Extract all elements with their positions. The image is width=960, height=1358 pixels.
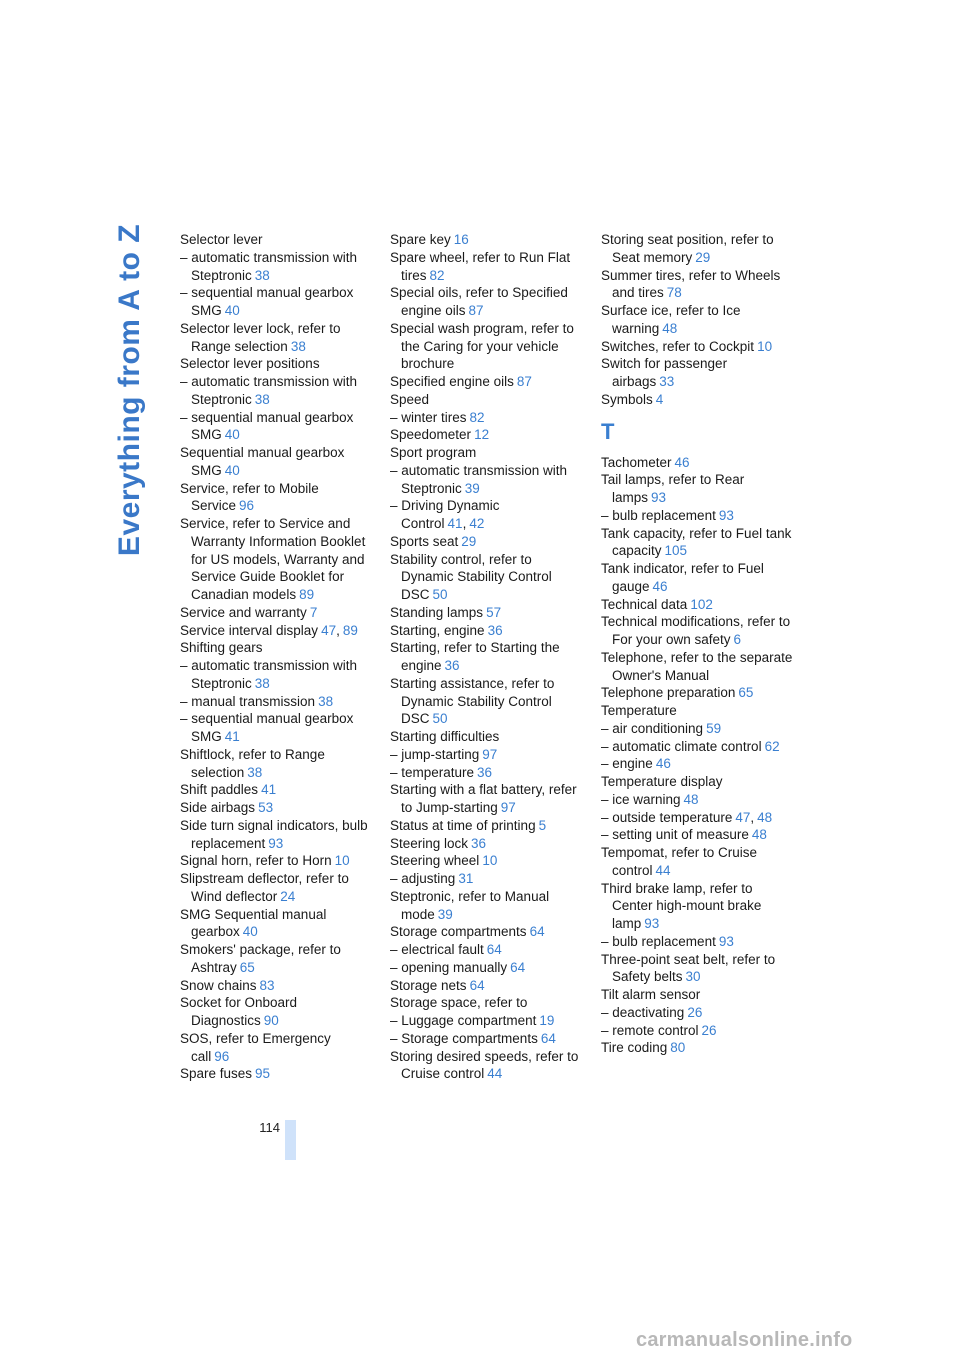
index-entry-term: – remote control <box>601 1022 699 1038</box>
index-entry: – Driving Dynamic Control 41, 42 <box>390 498 500 531</box>
page-reference-link[interactable]: 105 <box>664 543 688 559</box>
index-entry <box>601 355 793 391</box>
index-entry-term: Service, refer to Mobile Service <box>180 480 319 514</box>
index-entry-term: – air conditioning <box>601 720 704 736</box>
index-entry-term: – automatic climate control <box>601 738 762 754</box>
index-entry-term: Selector lever lock, refer to Range selection <box>180 320 341 354</box>
index-entry-term: Spare fuses <box>180 1066 253 1082</box>
index-entry <box>601 933 793 951</box>
index-entry <box>390 320 582 373</box>
index-entry <box>390 835 582 853</box>
index-entry-term: Starting difficulties <box>390 729 500 744</box>
index-entry <box>390 373 582 391</box>
page-reference-link[interactable]: 39 <box>437 906 453 922</box>
watermark: carmanualsonline.info <box>636 1329 853 1351</box>
index-entry-term: Storage nets <box>390 977 467 993</box>
index-entry-term: Shifting gears <box>180 640 263 656</box>
page-reference-link[interactable]: 87 <box>516 374 532 389</box>
index-entry <box>601 755 793 773</box>
page-reference-link[interactable]: 24 <box>280 888 296 904</box>
index-entry-term: – jump-starting <box>390 746 480 762</box>
index-entry <box>601 773 793 791</box>
index-entry-term: Symbols <box>601 391 653 407</box>
index-entry-term: – winter tires <box>390 409 467 425</box>
page-reference-link[interactable]: 48 <box>662 320 678 336</box>
index-entry <box>390 462 582 498</box>
index-entry <box>180 604 372 622</box>
page-reference-link[interactable]: 65 <box>738 685 754 701</box>
index-entry <box>180 746 372 782</box>
index-entry-term: Starting, refer to Starting the engine <box>390 640 560 673</box>
index-entry-term: Side turn signal indicators, bulb replacement <box>180 817 368 851</box>
page-reference-link[interactable]: 40 <box>242 924 258 940</box>
index-entry <box>601 738 793 756</box>
index-entry <box>390 533 582 551</box>
index-entry-term: Signal horn, refer to Horn <box>180 853 332 869</box>
page-reference-link[interactable]: 93 <box>644 916 660 931</box>
page-reference-link[interactable]: 50 <box>432 711 448 727</box>
index-entry <box>390 817 582 835</box>
index-entry-term: Switch for passenger airbags <box>601 356 728 389</box>
index-entry-term: – bulb replacement <box>601 933 716 949</box>
page-reference-link[interactable]: 64 <box>486 942 502 957</box>
index-entry <box>601 826 793 844</box>
index-entry-term: – sequential manual gearbox SMG <box>180 711 354 744</box>
index-entry-term: Slipstream deflector, refer to Wind deflector <box>180 871 349 904</box>
index-entry <box>180 1065 372 1083</box>
index-entry <box>390 764 582 782</box>
index-entry <box>601 471 793 507</box>
page-reference-link[interactable]: 78 <box>666 285 682 301</box>
index-entry-term: – opening manually <box>390 959 508 975</box>
index-entry <box>390 551 582 604</box>
index-entry-term: Sport program <box>390 445 477 460</box>
page-reference-link[interactable]: 12 <box>474 427 490 443</box>
page-reference-link[interactable]: 48 <box>757 809 773 825</box>
page-reference-link[interactable]: 97 <box>500 800 516 815</box>
page-reference-link[interactable]: 62 <box>764 738 780 754</box>
index-entry-term: – temperature <box>390 764 475 780</box>
page-reference-link[interactable]: 10 <box>482 853 498 869</box>
side-section-title-text: Everything from A to Z <box>113 223 146 557</box>
index-entry-term: Special oils, refer to Specified engine oils <box>390 285 568 318</box>
index-entry-term: – Luggage compartment <box>390 1013 537 1028</box>
index-entry <box>390 426 582 444</box>
index-entry-term: Steering wheel <box>390 853 480 869</box>
index-entry: – outside temperature 47, 48 <box>601 809 773 825</box>
index-entry <box>180 231 372 249</box>
page-reference-link[interactable]: 31 <box>458 871 474 886</box>
page-reference-link[interactable]: 33 <box>659 374 675 389</box>
index-entry-term: Status at time of printing <box>390 817 536 833</box>
index-entry <box>180 852 372 870</box>
index-entry-term: SMG Sequential manual gearbox <box>180 906 327 940</box>
index-entry <box>390 728 582 746</box>
index-entry <box>390 622 582 640</box>
index-entry-term: Storage space, refer to <box>390 995 528 1011</box>
index-entry <box>390 639 582 675</box>
index-entry <box>601 525 793 561</box>
index-entry-term: Service interval display <box>180 622 319 638</box>
index-entry <box>180 639 372 657</box>
index-entry <box>390 888 582 924</box>
index-entry <box>601 560 793 596</box>
index-entry-term: Service, refer to Service and Warranty Information Booklet for US models, Warranty and Service Guide Booklet for Canadian models <box>180 516 366 602</box>
index-entry-term: – sequential manual gearbox SMG <box>180 285 354 318</box>
index-entry-term: Storing desired speeds, refer to Cruise control <box>390 1048 579 1082</box>
page-reference-link[interactable]: 97 <box>482 746 498 762</box>
index-entry <box>180 799 372 817</box>
index-entry <box>180 249 372 285</box>
page-reference-link[interactable]: 89 <box>342 622 358 638</box>
index-entry-term: Starting, engine <box>390 622 485 638</box>
index-entry-term: Telephone preparation <box>601 685 736 701</box>
index-entry-term: – engine <box>601 756 653 772</box>
page-number-bar <box>285 1120 296 1160</box>
index-entry <box>390 1030 582 1048</box>
index-entry <box>390 231 582 249</box>
index-entry <box>601 684 793 702</box>
index-entry <box>180 1030 372 1066</box>
index-entry <box>390 604 582 622</box>
index-entry-term: Selector lever positions <box>180 356 320 372</box>
index-entry-term: – outside temperature <box>601 809 733 825</box>
index-entry-term: Third brake lamp, refer to Center high-mount brake lamp <box>601 880 762 931</box>
index-entry-term: – ice warning <box>601 791 681 807</box>
page-reference-link[interactable]: 82 <box>469 409 485 425</box>
index-entry-term: Tank indicator, refer to Fuel gauge <box>601 561 764 594</box>
page-reference-link[interactable]: 64 <box>469 977 485 993</box>
index-entry-term: Shiftlock, refer to Range selection <box>180 746 325 780</box>
page-reference-link[interactable]: 87 <box>468 303 484 318</box>
index-entry-term: – bulb replacement <box>601 507 716 523</box>
index-entry <box>180 941 372 977</box>
page-reference-link[interactable]: 93 <box>268 835 284 851</box>
index-entry <box>180 373 372 409</box>
page-reference-link[interactable]: 65 <box>239 959 255 975</box>
page-reference-link[interactable]: 80 <box>670 1040 686 1056</box>
index-entry-term: – setting unit of measure <box>601 827 749 843</box>
index-entry <box>180 977 372 995</box>
index-entry-term: Stability control, refer to Dynamic Stability Control DSC <box>390 551 552 602</box>
index-entry-term: Switches, refer to Cockpit <box>601 338 755 354</box>
index-entry <box>180 284 372 320</box>
index-entry-term: – electrical fault <box>390 942 484 957</box>
index-entry-term: Tail lamps, refer to Rear lamps <box>601 472 745 505</box>
index-entry <box>601 267 793 303</box>
page-reference-link[interactable]: 10 <box>334 853 350 869</box>
index-entry-term: Snow chains <box>180 977 257 993</box>
index-entry <box>180 480 372 516</box>
index-entry <box>390 746 582 764</box>
index-entry <box>180 444 372 480</box>
index-entry <box>180 355 372 373</box>
page-reference-link[interactable]: 38 <box>290 338 306 354</box>
page-reference-link[interactable]: 39 <box>464 480 480 496</box>
page-reference-link[interactable]: 83 <box>259 977 275 993</box>
page-reference-link[interactable]: 7 <box>309 604 318 620</box>
page-reference-link[interactable]: 44 <box>487 1066 503 1082</box>
index-entry-term: Telephone, refer to the separate Owner's Manual <box>601 649 793 683</box>
index-entry-term: Side airbags <box>180 800 256 815</box>
index-entry <box>180 870 372 906</box>
index-entry-term: Starting with a flat battery, refer to Jump-starting <box>390 782 577 815</box>
page-reference-link[interactable]: 82 <box>429 267 445 283</box>
index-entry <box>390 391 582 409</box>
index-entry-term: Spare key <box>390 232 451 247</box>
page-reference-link[interactable]: 38 <box>254 267 270 283</box>
index-entry-term: – automatic transmission with Steptronic <box>180 249 358 283</box>
page-reference-link[interactable]: 26 <box>701 1022 717 1038</box>
page-reference-link[interactable]: 96 <box>214 1048 230 1064</box>
index-entry <box>180 693 372 711</box>
page-reference-link[interactable]: 46 <box>674 454 690 470</box>
page-reference-link[interactable]: 36 <box>487 622 503 638</box>
index-entry-term: Shift paddles <box>180 782 259 798</box>
page-reference-link[interactable]: 89 <box>299 587 315 602</box>
page-reference-link[interactable]: 90 <box>263 1013 279 1028</box>
page-reference-link[interactable]: 5 <box>538 817 547 833</box>
index-entry <box>390 1048 582 1084</box>
index-entry-term: – automatic transmission with Steptronic <box>180 374 358 407</box>
index-entry-term: – deactivating <box>601 1004 685 1020</box>
page-reference-link[interactable]: 41 <box>447 516 463 531</box>
page-reference-link[interactable]: 41 <box>224 729 240 744</box>
index-entry-term: Selector lever <box>180 232 263 247</box>
index-entry <box>390 977 582 995</box>
index-entry <box>601 1039 793 1057</box>
index-entry <box>180 994 372 1030</box>
page-number: 114 <box>259 1120 280 1135</box>
index-entry-term: Technical data <box>601 596 688 612</box>
page-reference-link[interactable]: 64 <box>540 1030 556 1046</box>
index-entry <box>390 675 582 728</box>
index-entry <box>601 986 793 1004</box>
index-entry-term: – manual transmission <box>180 693 316 709</box>
page-reference-link[interactable]: 4 <box>655 391 664 407</box>
index-entry <box>180 657 372 693</box>
index-entry: Service interval display 47, 89 <box>180 622 358 638</box>
index-entry-term: Speedometer <box>390 427 472 443</box>
index-entry-term: Technical modifications, refer to For your own safety <box>601 614 791 647</box>
page-reference-link[interactable]: 36 <box>444 658 460 673</box>
index-entry <box>601 454 793 472</box>
index-entry <box>390 249 582 285</box>
index-entry <box>180 409 372 445</box>
page-reference-link[interactable]: 46 <box>655 756 671 772</box>
side-section-title <box>100 223 160 557</box>
page-reference-link[interactable]: 50 <box>432 587 448 602</box>
index-entry <box>601 231 793 267</box>
index-entry-term: SOS, refer to Emergency call <box>180 1030 331 1064</box>
index-entry <box>601 844 793 880</box>
index-entry <box>601 613 793 649</box>
index-entry <box>601 702 793 720</box>
index-entry <box>601 791 793 809</box>
index-entry-term: Sequential manual gearbox SMG <box>180 445 345 478</box>
index-entry-term: Specified engine oils <box>390 374 514 389</box>
index-entry-term: Tire coding <box>601 1040 668 1056</box>
index-entry-term: – sequential manual gearbox SMG <box>180 409 354 443</box>
page-reference-link[interactable]: 93 <box>718 933 734 949</box>
index-entry <box>390 941 582 959</box>
page-reference-link[interactable]: 16 <box>453 232 469 247</box>
page-reference-link[interactable]: 40 <box>224 462 240 478</box>
index-entry-term: Temperature <box>601 703 677 718</box>
page-reference-link[interactable]: 48 <box>683 791 699 807</box>
index-entry <box>180 320 372 356</box>
index-entry <box>390 923 582 941</box>
page-reference-link[interactable]: 36 <box>471 835 487 851</box>
index-entry-term: – automatic transmission with Steptronic <box>390 462 568 496</box>
page-reference-link[interactable]: 38 <box>254 675 270 691</box>
index-entry <box>601 1004 793 1022</box>
index-entry-term: Service and warranty <box>180 604 307 620</box>
page-reference-link[interactable]: 46 <box>652 578 668 594</box>
page-reference-link[interactable]: 29 <box>695 249 711 265</box>
page-reference-link[interactable]: 102 <box>690 596 713 612</box>
index-entry <box>180 817 372 853</box>
page-reference-link[interactable]: 57 <box>486 604 502 620</box>
page-reference-link[interactable]: 93 <box>718 507 734 523</box>
index-entry-term: Three-point seat belt, refer to Safety belts <box>601 951 776 985</box>
index-entry <box>180 710 372 746</box>
index-entry <box>180 515 372 604</box>
index-entry-term: Tank capacity, refer to Fuel tank capacity <box>601 525 792 559</box>
index-entry <box>390 1012 582 1030</box>
page-reference-link[interactable]: 29 <box>461 533 477 549</box>
page-reference-link[interactable]: 6 <box>733 632 742 647</box>
page-reference-link[interactable]: 30 <box>685 969 701 985</box>
index-column-3 <box>601 231 793 1057</box>
index-entry-term: Temperature display <box>601 774 723 789</box>
page-reference-link[interactable]: 48 <box>751 827 767 843</box>
index-entry <box>601 880 793 933</box>
index-entry <box>601 951 793 987</box>
page-reference-link[interactable]: 26 <box>687 1004 703 1020</box>
page-reference-link[interactable]: 42 <box>469 516 485 531</box>
page-reference-link[interactable]: 64 <box>510 959 526 975</box>
index-entry-term: Storing seat position, refer to Seat memory <box>601 232 774 265</box>
page-reference-link[interactable]: 93 <box>651 490 667 505</box>
index-entry-term: Special wash program, refer to the Caring for your vehicle brochure <box>390 320 574 372</box>
index-entry-term: Tachometer <box>601 454 672 470</box>
index-entry <box>390 781 582 817</box>
index-entry-term: Steering lock <box>390 835 469 851</box>
page-reference-link[interactable]: 38 <box>318 693 334 709</box>
index-entry <box>601 338 793 356</box>
page-reference-link[interactable]: 38 <box>247 764 263 780</box>
index-entry-term: Tilt alarm sensor <box>601 987 701 1002</box>
page-reference-link[interactable]: 64 <box>529 924 545 940</box>
index-column-1 <box>180 231 372 1083</box>
index-entry-term: – adjusting <box>390 871 456 886</box>
index-entry <box>601 720 793 738</box>
index-entry-term: – automatic transmission with Steptronic <box>180 658 358 691</box>
index-entry <box>601 302 793 338</box>
index-entry <box>390 959 582 977</box>
page-reference-link[interactable]: 40 <box>224 427 240 443</box>
index-entry <box>601 596 793 614</box>
index-entry <box>601 649 793 685</box>
index-entry <box>390 409 582 427</box>
index-entry-term: – Storage compartments <box>390 1030 538 1046</box>
page-reference-link[interactable]: 40 <box>224 303 240 318</box>
index-column-2 <box>390 231 582 1083</box>
page-reference-link[interactable]: 59 <box>706 720 722 736</box>
index-entry-term: Surface ice, refer to Ice warning <box>601 303 741 336</box>
index-entry-term: – Driving Dynamic Control <box>390 498 500 531</box>
page-reference-link[interactable]: 53 <box>258 800 274 815</box>
index-entry <box>601 507 793 525</box>
page-reference-link[interactable]: 96 <box>239 498 255 514</box>
page-reference-link[interactable]: 95 <box>255 1066 271 1082</box>
index-entry-term: Sports seat <box>390 533 459 549</box>
page-reference-link[interactable]: 36 <box>477 764 493 780</box>
index-entry-term: Tempomat, refer to Cruise control <box>601 845 758 878</box>
index-entry-term: Spare wheel, refer to Run Flat tires <box>390 249 571 283</box>
page-reference-link[interactable]: 47 <box>321 622 337 638</box>
index-entry-term: Steptronic, refer to Manual mode <box>390 888 550 922</box>
index-entry <box>601 1022 793 1040</box>
page-reference-link[interactable]: 47 <box>735 809 751 825</box>
index-entry <box>180 781 372 799</box>
index-entry <box>390 870 582 888</box>
index-entry-term: Smokers' package, refer to Ashtray <box>180 942 341 975</box>
index-entry-term: Summer tires, refer to Wheels and tires <box>601 267 781 301</box>
index-entry-term: Standing lamps <box>390 604 484 620</box>
page-reference-link[interactable]: 38 <box>254 391 270 407</box>
index-entry <box>601 391 793 409</box>
index-entry <box>390 852 582 870</box>
page-reference-link[interactable]: 19 <box>539 1013 555 1028</box>
index-entry <box>390 994 582 1012</box>
index-letter-heading: T <box>601 418 615 444</box>
page-reference-link[interactable]: 44 <box>655 862 671 878</box>
index-entry-term: Speed <box>390 391 430 407</box>
index-entry <box>390 284 582 320</box>
index-entry <box>390 444 582 462</box>
page-reference-link[interactable]: 10 <box>757 338 773 354</box>
index-entry-term: Starting assistance, refer to Dynamic Stability Control DSC <box>390 675 555 727</box>
index-entry <box>180 906 372 942</box>
index-entry-term: Storage compartments <box>390 924 527 940</box>
page-reference-link[interactable]: 41 <box>261 782 277 798</box>
index-entry-term: Socket for Onboard Diagnostics <box>180 995 298 1028</box>
